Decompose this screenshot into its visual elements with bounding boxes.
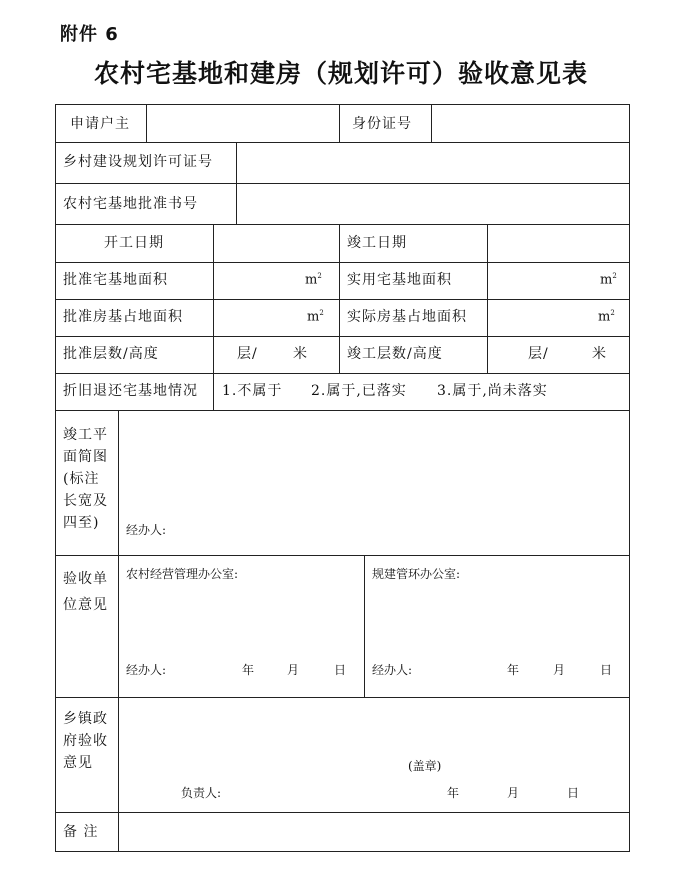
unit-sqm: $m^2$ (598, 309, 615, 325)
demolition-option-3[interactable]: 3.属于,尚未落实 (437, 383, 548, 399)
demolition-option-1[interactable]: 1.不属于 (222, 383, 283, 399)
actual-area-label: 实用宅基地面积 (347, 272, 452, 288)
unit-sqm: $m^2$ (600, 272, 617, 288)
remarks-label: 备 注 (63, 824, 99, 840)
unit-sqm: $m^2$ (307, 309, 324, 325)
seal-label: (盖章) (408, 759, 442, 773)
plan-handler-label: 经办人: (126, 523, 167, 537)
left-month: 月 (287, 663, 300, 677)
plan-sketch-label: 竣工平 面简图 (标注 长宽及 四至) (63, 427, 108, 531)
approved-area-label: 批准宅基地面积 (63, 272, 168, 288)
gov-year: 年 (447, 786, 460, 800)
approved-footprint-label: 批准房基占地面积 (63, 309, 183, 325)
height-unit: 米 (592, 346, 607, 362)
right-year: 年 (507, 663, 520, 677)
id-number-label: 身份证号 (352, 116, 412, 132)
responsible-person-label: 负责人: (181, 786, 222, 800)
height-unit: 米 (293, 346, 308, 362)
left-handler-label: 经办人: (126, 663, 167, 677)
floors-unit: 层/ (237, 346, 258, 362)
left-day: 日 (334, 663, 347, 677)
applicant-label: 申请户主 (70, 116, 130, 132)
planning-permit-label: 乡村建设规划许可证号 (63, 154, 213, 170)
demolition-option-2[interactable]: 2.属于,已落实 (311, 383, 407, 399)
gov-day: 日 (567, 786, 580, 800)
right-month: 月 (553, 663, 566, 677)
form-title: 农村宅基地和建房（规划许可）验收意见表 (93, 59, 588, 88)
start-date-label: 开工日期 (104, 235, 164, 251)
gov-month: 月 (507, 786, 520, 800)
rural-management-office-label: 农村经营管理办公室: (126, 567, 239, 581)
approved-floors-label: 批准层数/高度 (63, 346, 159, 362)
completed-floors-label: 竣工层数/高度 (347, 346, 443, 362)
approval-number-label: 农村宅基地批准书号 (63, 196, 198, 212)
attachment-number: 附件 6 (60, 24, 119, 45)
right-day: 日 (600, 663, 613, 677)
township-acceptance-label: 乡镇政 府验收 意见 (63, 711, 108, 771)
acceptance-unit-label: 验收单 位意见 (63, 571, 108, 613)
left-year: 年 (242, 663, 255, 677)
actual-footprint-label: 实际房基占地面积 (347, 309, 467, 325)
unit-sqm: $m^2$ (305, 272, 322, 288)
right-handler-label: 经办人: (372, 663, 413, 677)
completion-date-label: 竣工日期 (347, 235, 407, 251)
demolition-label: 折旧退还宅基地情况 (63, 383, 198, 399)
planning-office-label: 规建管环办公室: (372, 567, 461, 581)
floors-unit: 层/ (528, 346, 549, 362)
